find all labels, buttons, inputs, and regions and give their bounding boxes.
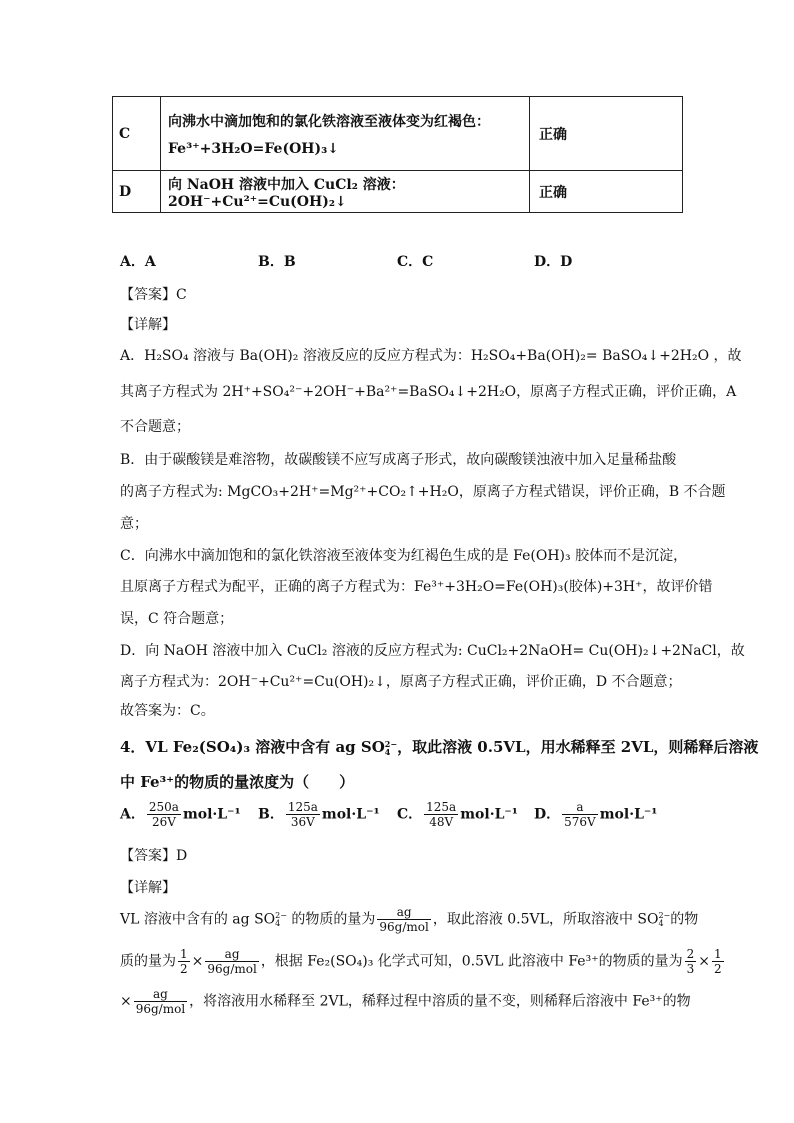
unit: mol·L⁻¹ — [460, 806, 518, 823]
option-d: D．D — [534, 254, 573, 270]
row-content-line: Fe³⁺+3H₂O=Fe(OH)₃↓ — [168, 140, 339, 157]
numerator: ag — [153, 987, 168, 1001]
fraction — [685, 947, 697, 976]
numerator: 125a — [287, 800, 318, 814]
option-c: C．C — [397, 254, 434, 270]
fraction — [377, 905, 430, 934]
explanation-line: A．H₂SO₄ 溶液与 Ba(OH)₂ 溶液反应的反应方程式为：H₂SO₄+Ba(OH)₂= BaSO₄↓+2H₂O ，故 — [120, 348, 742, 364]
times-sign: × — [120, 993, 132, 1010]
fraction — [147, 800, 181, 829]
detail-line — [120, 947, 726, 976]
explanation-line: 其离子方程式为 2H⁺+SO₄²⁻+2OH⁻+Ba²⁺=BaSO₄↓+2H₂O，原离子方程式正确，评价正确，A — [120, 384, 737, 400]
explanation-line: 意； — [120, 516, 148, 532]
numerator: 250a — [148, 800, 179, 814]
denominator: 576V — [564, 815, 596, 829]
ion-charge: 2− — [658, 910, 671, 920]
explanation-line: C．向沸水中滴加饱和的氯化铁溶液至液体变为红褐色生成的是 Fe(OH)₃ 胶体而不是沉淀， — [120, 548, 688, 564]
option-a: A．A — [120, 254, 156, 270]
detail-text: ，将溶液用水稀释至 2VL，稀释过程中溶质的量不变，则稀释后溶液中 Fe³⁺的物 — [189, 993, 691, 1010]
denominator: 2 — [180, 962, 188, 976]
explanation-line: B．由于碳酸镁是难溶物，故碳酸镁不应写成离子形式，故向碳酸镁浊液中加入足量稀盐酸 — [120, 452, 677, 468]
row-content: 向 NaOH 溶液中加入 CuCl₂ 溶液：2OH⁻+Cu²⁺=Cu(OH)₂↓ — [161, 171, 530, 213]
option-letter: C． — [397, 806, 423, 823]
numerator: 1 — [713, 947, 722, 961]
answer-label: 【答案】C — [120, 287, 187, 303]
sulfate-ion-notation — [658, 912, 670, 928]
times-sign: × — [698, 953, 710, 970]
option-letter: D． — [534, 806, 561, 823]
detail-heading: 【详解】 — [120, 880, 176, 896]
option-letter: B． — [258, 806, 284, 823]
question-text: 4．VL Fe₂(SO₄)₃ 溶液中含有 ag SO — [120, 738, 385, 756]
row-content-line: 向沸水中滴加饱和的氯化铁溶液至液体变为红褐色： — [168, 113, 490, 130]
ion-subscript: 4 — [275, 918, 281, 928]
explanation-line: 离子方程式为：2OH⁻+Cu²⁺=Cu(OH)₂↓，原离子方程式正确，评价正确，D 不合题意； — [120, 674, 682, 690]
fraction — [712, 947, 724, 976]
unit: mol·L⁻¹ — [321, 806, 380, 823]
fraction — [205, 947, 258, 976]
detail-text: ，取此溶液 0.5VL，所取溶液中 SO — [432, 911, 659, 928]
evaluation-table — [112, 96, 683, 213]
explanation-line: 且原离子方程式为配平，正确的离子方程式为：Fe³⁺+3H₂O=Fe(OH)₃(胶体)+3H⁺，故评价错 — [120, 579, 713, 595]
numerator: ag — [224, 947, 240, 961]
fraction — [562, 800, 598, 829]
table-row — [113, 97, 683, 171]
row-eval: 正确 — [530, 97, 683, 171]
option-letter: A． — [120, 806, 145, 823]
denominator: 26V — [147, 814, 181, 829]
row-label: C — [113, 97, 161, 171]
q4-option-b — [258, 800, 380, 829]
explanation-line: 故答案为：C。 — [120, 703, 215, 719]
fraction — [424, 800, 458, 829]
numerator: ag — [396, 905, 412, 919]
sulfate-ion-notation — [275, 912, 287, 928]
detail-text: 的物质的量为 — [286, 911, 376, 928]
q4-option-c — [397, 800, 518, 829]
explanation-line: 的离子方程式为: MgCO₃+2H⁺=Mg²⁺+CO₂↑+H₂O，原离子方程式错误，评价正确，B 不合题 — [120, 484, 726, 500]
fraction — [286, 800, 320, 829]
ion-subscript: 4 — [658, 918, 664, 928]
denominator: 96g/mol — [379, 920, 429, 934]
row-label: D — [113, 171, 161, 213]
detail-text: ，根据 Fe₂(SO₄)₃ 化学式可知，0.5VL 此溶液中 Fe³⁺的物质的量为 — [260, 953, 683, 970]
detail-text: 的物 — [670, 911, 699, 928]
explanation-line: D．向 NaOH 溶液中加入 CuCl₂ 溶液的反应方程式为: CuCl₂+2NaOH= Cu(OH)₂↓+2NaCl，故 — [120, 643, 745, 659]
denominator: 48V — [424, 814, 458, 829]
fraction — [178, 947, 190, 976]
detail-text: VL 溶液中含有的 ag SO — [120, 911, 276, 928]
q4-option-a — [120, 800, 241, 829]
numerator: 125a — [426, 800, 457, 814]
q4-option-d — [534, 800, 657, 829]
table-row — [113, 171, 683, 213]
question-4-stem — [120, 736, 758, 757]
question-4-stem-line2: 中 Fe³⁺的物质的量浓度为（ ） — [120, 773, 355, 791]
sulfate-ion-notation — [385, 740, 397, 756]
numerator: a — [576, 800, 584, 814]
numerator: 2 — [686, 947, 695, 961]
detail-line — [120, 987, 691, 1016]
explanation-line: 不合题意； — [120, 419, 190, 435]
unit: mol·L⁻¹ — [599, 806, 658, 823]
times-sign: × — [191, 953, 204, 970]
detail-heading: 【详解】 — [120, 317, 176, 333]
option-b: B．B — [258, 254, 296, 270]
denominator: 36V — [286, 814, 320, 829]
detail-line — [120, 905, 698, 934]
fraction — [134, 987, 187, 1016]
answer-label: 【答案】D — [120, 848, 188, 864]
ion-charge: 2− — [384, 739, 398, 749]
row-content — [161, 97, 530, 171]
denominator: 3 — [686, 962, 695, 976]
unit: mol·L⁻¹ — [182, 806, 241, 823]
row-eval: 正确 — [530, 171, 683, 213]
question-text: ，取此溶液 0.5VL，用水稀释至 2VL，则稀释后溶液 — [397, 738, 759, 756]
explanation-line: 误，C 符合题意； — [120, 611, 234, 627]
denominator: 96g/mol — [135, 1002, 186, 1016]
numerator: 1 — [180, 947, 188, 961]
denominator: 96g/mol — [207, 962, 257, 976]
ion-subscript: 4 — [384, 747, 391, 757]
detail-text: 质的量为 — [120, 953, 176, 970]
ion-charge: 2− — [275, 910, 287, 920]
denominator: 2 — [713, 962, 722, 976]
